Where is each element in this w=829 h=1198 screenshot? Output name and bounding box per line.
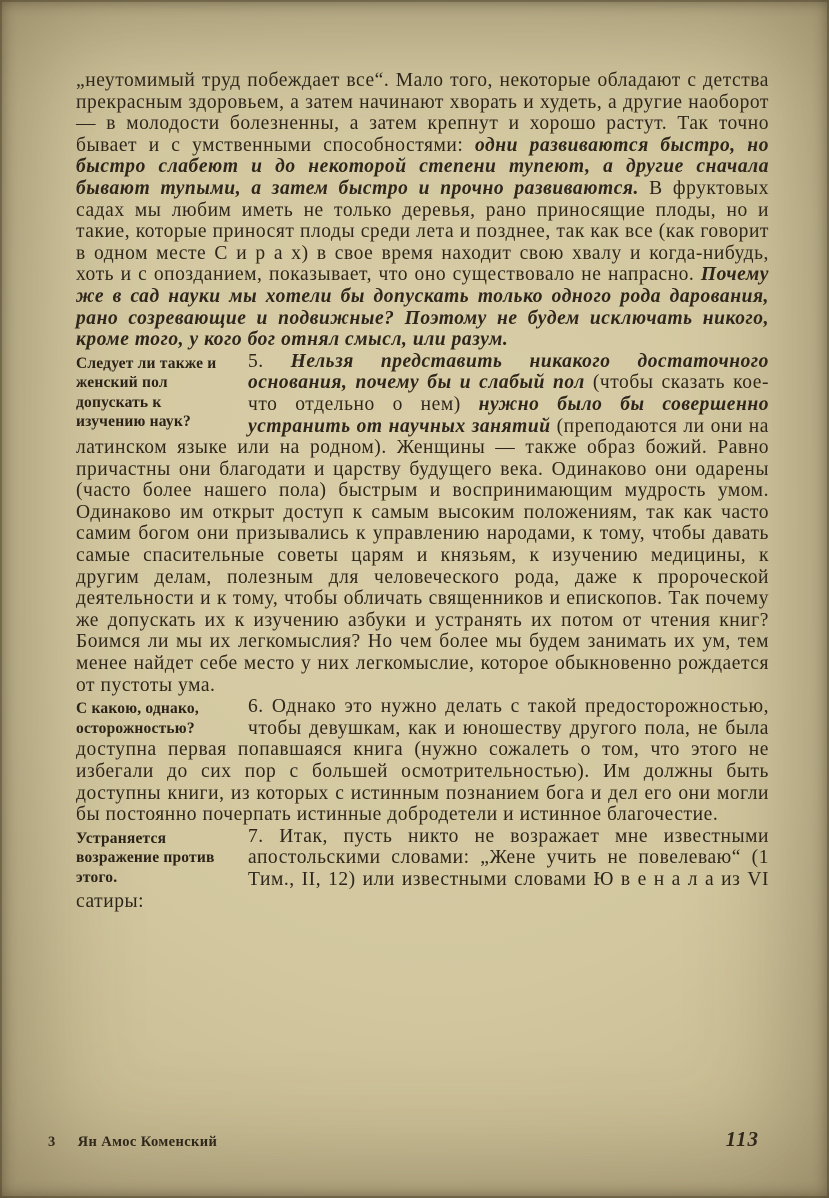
paragraph [76, 696, 769, 826]
page-footer [48, 1127, 759, 1152]
margin-note: С какою, однако, осторожностью? [76, 700, 199, 737]
text-segment: (чтобы сказать кое-что отдельно о нем) [248, 372, 769, 415]
signature-mark: 3 [48, 1134, 56, 1150]
paragraph [76, 351, 769, 697]
footer-left [48, 1134, 217, 1151]
margin-note: Устраняется возражение против этого. [76, 829, 215, 886]
text-segment: Почему же в сад науки мы хотели бы допускать только одного рода дарования, рано созревающие и подвижные? Поэтому не будем исключать никого, кроме того, у кого бог отнял смысл, или разум. [76, 264, 769, 351]
text-segment: 5. [248, 350, 291, 372]
text-segment: 7. Итак, пусть никто не возражает мне известными апостольскими словами: „Жене учить не повелеваю“ (1 Тим., II, 12) или известными словами Ю в е н а л а из VI сатиры: [76, 825, 769, 912]
paragraph [76, 70, 769, 351]
text-segment: В фруктовых садах мы любим иметь не только деревья, рано приносящие плоды, но и такие, которые приносят плоды среди лета и позднее, так как все (как говорит в одном месте С и р а х) в свое время находит свою хвалу и когда-нибудь, хоть и с опозданием, показывает, что оно существовало не напрасно. [76, 177, 769, 286]
text-segment: „неутомимый труд побеждает все“. Мало того, некоторые обладают с детства прекрасным здоровьем, а затем начинают хворать и худеть, а другие наоборот — в молодости болезненны, а затем крепнут и хорошо растут. Так точно бывает и с умственными способностями: [76, 70, 769, 156]
text-segment: нужно было бы совершенно устранить от научных занятий [248, 393, 769, 437]
page-number: 113 [725, 1127, 759, 1151]
author-name: Ян Амос Коменский [77, 1134, 218, 1150]
page-text [76, 70, 769, 912]
text-segment: 6. Однако это нужно делать с такой предосторожностью, чтобы девушкам, как и юношеству другого пола, не была доступна первая попавшаяся книга (нужно сожалеть о том, что этого не избегали до сих пор с большей осмотрительностью). Им должны быть доступны книги, из которых с истинным познанием бога и дел его они могли бы постоянно почерпать истинные добродетели и истинное благочестие. [76, 696, 769, 826]
paragraph [76, 826, 769, 912]
margin-note: Следует ли также и женский пол допускать к изучению наук? [76, 354, 217, 431]
text-segment: Нельзя представить никакого достаточного основания, почему бы и слабый пол [248, 350, 769, 394]
text-segment: одни развиваются быстро, но быстро слабеют и до некоторой степени тупеют, а другие сначала бывают тупыми, а затем быстро и прочно развиваются. [76, 134, 769, 199]
text-segment: (преподаются ли они на латинском языке или на родном). Женщины — также образ божий. Равно причастны они благодати и царству будущего века. Одинаково они одарены (часто более нашего пола) быстрым и воспринимающим мудрость умом. Одинаково им открыт доступ к самым высоким положениям, так как часто самим богом они призывались к управлению народами, к тому, чтобы давать самые спасительные советы царям и князьям, к изучению медицины, к другим делам, полезным для человеческого рода, даже к пророческой деятельности и к тому, чтобы обличать священников и епископов. Так почему же допускать их к изучению азбуки и устранять их потом от чтения книг? Боимся ли мы их легкомыслия? Но чем более мы будем занимать их ум, тем менее найдет себе место у них легкомыслие, которое обыкновенно рождается от пустоты ума. [76, 415, 769, 696]
